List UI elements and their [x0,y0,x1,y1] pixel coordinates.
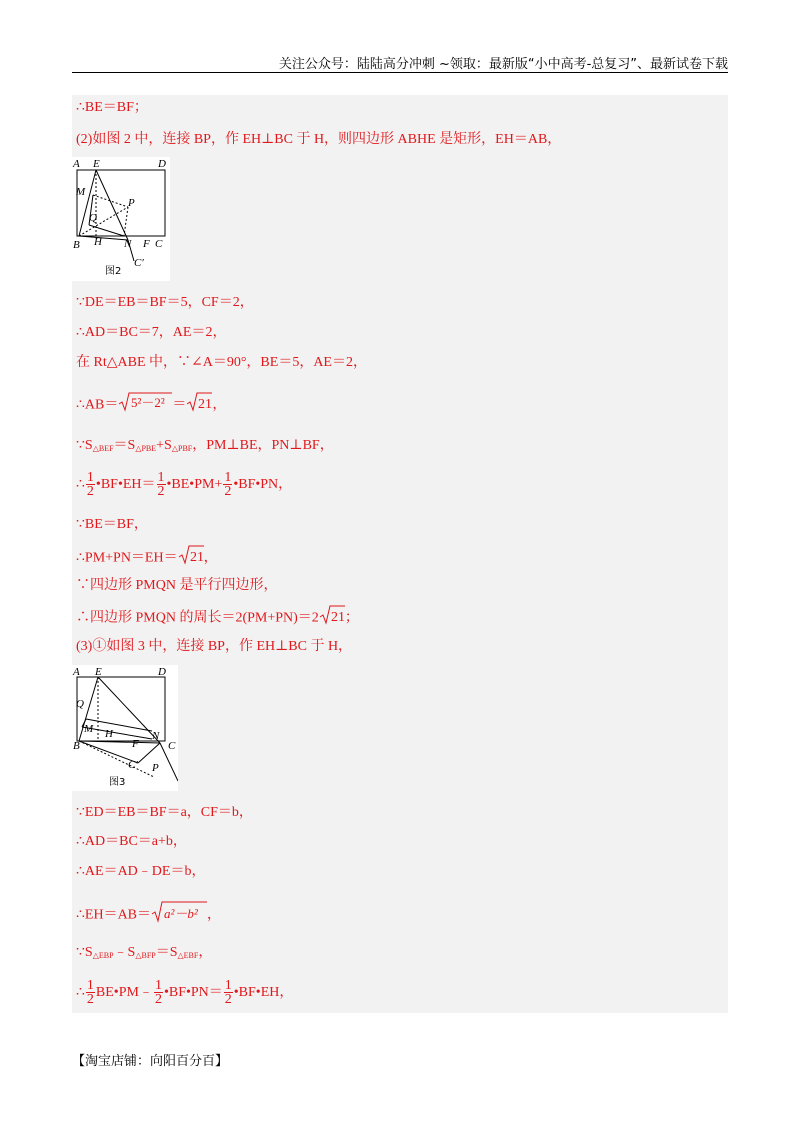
fig2-label-f: F [143,238,150,250]
l17-post: ， [207,907,222,923]
fig2-label-c: C [155,238,163,250]
fraction-half: $\frac{1}{2}$ [86,470,94,500]
l18-sub-1: △EBP [92,951,114,960]
fig2-label-q: Q [89,212,97,224]
l10-pre: ∴PM+PN＝EH＝ [76,550,178,566]
l8-t3: •BF•PN， [233,477,293,492]
sqrt-21 [178,544,204,573]
line-12-value: 21 [330,610,345,625]
line-4: ∴AD＝BC＝7，AE＝2， [76,325,227,340]
fraction-half: $\frac{1}{2}$ [157,470,165,500]
figure-2-diagram [72,157,170,281]
line-6-equals: ＝ [172,397,187,413]
l8-pre: ∴ [76,477,85,492]
fig3-label-h: H [105,728,113,740]
l12-post: ； [344,610,359,626]
l12-pre: ∴四边形 PMQN 的周长＝2(PM+PN)＝2 [76,610,319,626]
fig3-label-n: N [152,730,160,742]
l7-b: ＝S [113,438,136,453]
l7-c: +S [156,438,172,453]
fig2-label-c-prime: C′ [134,257,144,269]
line-13: (3)①如图 3 中，连接 BP，作 EH⊥BC 于 H， [76,639,353,654]
fig3-label-m: M [84,723,94,735]
line-8 [76,470,292,500]
fig2-label-e: E [93,158,100,170]
line-14: ∵ED＝EB＝BF＝a，CF＝b， [76,805,253,820]
fig2-label-b: B [73,239,80,251]
l19-t3: •BF•EH， [233,985,294,1000]
fig2-label-m: M [76,186,86,198]
l19-t1: BE•PM﹣ [95,985,153,1000]
sqrt-expression [151,900,207,931]
l10-post: ， [203,550,218,566]
line-17-radicand: a²－b² [164,906,198,921]
l18-sub-3: △EBF [177,951,199,960]
solution-content [72,95,728,1013]
line-5: 在 Rt△ABE 中，∵∠A＝90°，BE＝5，AE＝2， [76,355,367,370]
l17-pre: ∴EH＝AB＝ [76,907,152,923]
l7-sub-2: △PBE [135,444,157,453]
sqrt-21 [319,604,345,633]
fig3-label-d: D [158,666,166,678]
fraction-half: $\frac{1}{2}$ [224,470,232,500]
l19-pre: ∴ [76,985,85,1000]
l18-sub-2: △BFP [135,951,156,960]
fig2-label-d: D [158,158,166,170]
fig3-label-a: A [73,666,80,678]
l19-t2: •BF•PN＝ [163,985,223,1000]
l18-a: ∵S [76,945,93,960]
l18-c: ＝S [155,945,178,960]
fig2-label-h: H [94,236,102,248]
line-11: ∵四边形 PMQN 是平行四边形， [76,578,278,593]
l18-b: ﹣S [113,945,136,960]
line-6 [76,391,226,420]
l7-d: ，PM⊥BE，PN⊥BF， [192,438,334,453]
fig3-label-p: P [152,762,159,774]
line-6-prefix: ∴AB＝ [76,397,119,413]
figure-3-diagram [72,665,178,791]
fraction-half: $\frac{1}{2}$ [154,978,162,1008]
sqrt-21 [186,391,212,420]
l8-t1: •BF•EH＝ [95,477,156,492]
line-18 [76,943,212,966]
line-12 [76,604,359,633]
fraction-half: $\frac{1}{2}$ [86,978,94,1008]
line-7 [76,436,334,459]
line-10-value: 21 [189,550,204,565]
fig3-caption: 图3 [109,777,126,788]
line-3: ∵DE＝EB＝BF＝5，CF＝2， [76,295,254,310]
fig3-label-c: C [168,740,176,752]
line-17 [76,900,221,931]
page-footer: 【淘宝店铺：向阳百分百】 [72,1054,229,1069]
line-10 [76,544,218,573]
line-2: (2)如图 2 中，连接 BP，作 EH⊥BC 于 H，则四边形 ABHE 是矩形，EH＝AB， [76,132,562,147]
line-1: ∴BE＝BF； [76,100,148,115]
fig3-label-b: B [73,740,80,752]
rectangle-abcd [77,170,165,236]
line-6-radicand: 5²－2² [131,395,166,410]
header-text: 关注公众号：陆陆高分冲刺 ~领取：最新版“小中高考-总复习”、最新试卷下载 [278,57,728,72]
line-6-value: 21 [198,397,213,412]
fig2-caption: 图2 [105,266,122,277]
l8-t2: •BE•PM+ [166,477,223,492]
l7-sub-1: △BEF [92,444,114,453]
fig3-label-f: F [132,738,139,750]
line-16: ∴AE＝AD﹣DE＝b， [76,864,206,879]
sqrt-expression [118,391,172,420]
line-19 [76,978,293,1008]
line-15: ∴AD＝BC＝a+b， [76,834,187,849]
fig3-label-q: Q [76,698,84,710]
fig3-label-c-prime: C′ [128,759,138,771]
l7-sub-3: △PBF [171,444,193,453]
page-header [72,50,728,73]
line-9: ∵BE＝BF， [76,517,148,532]
l18-d: ， [198,945,213,960]
fig2-label-n: N [124,238,132,250]
fig2-label-a: A [73,158,80,170]
l7-a: ∵S [76,438,93,453]
line-6-suffix: ， [212,397,227,413]
fig3-label-e: E [95,666,102,678]
fig2-label-p: P [128,197,135,209]
fraction-half: $\frac{1}{2}$ [224,978,232,1008]
